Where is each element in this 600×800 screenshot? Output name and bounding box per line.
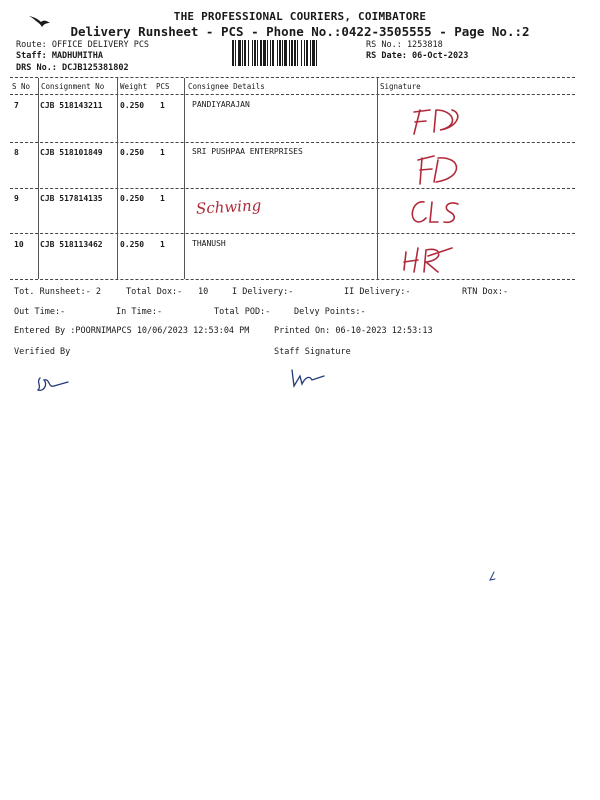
row-weight: 0.250 [120,148,145,157]
total-runsheet: Tot. Runsheet:- 2 [14,287,101,297]
row-consignee: PANDIYARAJAN [192,100,250,109]
column-header-pcs: PCS [156,82,170,91]
row-consignee-handwritten: Schwing [195,196,262,218]
barcode-image [232,40,360,66]
column-header-consignment: Consignment No [41,82,105,91]
row-divider [10,188,575,189]
row-sno: 10 [14,240,24,249]
column-divider [117,78,118,279]
pen-mark [486,570,498,584]
delivery-points: Delvy Points:- [294,307,366,317]
staff-signature-label: Staff Signature [274,347,351,357]
in-time: In Time:- [116,307,163,317]
table-header-border [10,94,575,95]
row-consignment-no: CJB 518113462 [40,240,103,249]
signature-cls [404,196,468,228]
signature-hr [398,242,458,276]
printed-on: Printed On: 06-10-2023 12:53:13 [274,326,433,336]
row-pcs: 1 [160,240,165,249]
ii-delivery: II Delivery:- [344,287,411,297]
row-sno: 8 [14,148,19,157]
row-pcs: 1 [160,194,165,203]
column-header-consignee: Consignee Details [188,82,265,91]
column-divider [38,78,39,279]
total-dox-label: Total Dox:- [126,287,183,297]
row-pcs: 1 [160,148,165,157]
staff-label: Staff: MADHUMITHA [16,51,103,61]
company-name: THE PROFESSIONAL COURIERS, COIMBATORE [173,10,427,23]
staff-signature [288,366,330,390]
row-divider [10,233,575,234]
table-bottom-border [10,279,575,280]
route-label: Route: OFFICE DELIVERY PCS [16,40,150,50]
row-sno: 7 [14,101,19,110]
total-dox-value: 10 [198,287,209,297]
row-consignment-no: CJB 517814135 [40,194,103,203]
drs-number: DRS No.: DCJB125381802 [16,63,129,73]
table-top-border [10,77,575,78]
column-header-sno: S No [12,82,31,91]
total-pod: Total POD:- [214,307,271,317]
row-consignee: SRI PUSHPAA ENTERPRISES [192,147,303,156]
row-consignee: THANUSH [192,239,226,248]
verified-by-label: Verified By [14,347,71,357]
out-time: Out Time:- [14,307,66,317]
runsheet-title: Delivery Runsheet - PCS - Phone No.:0422-3505555 - Page No.:2 [70,24,530,39]
column-header-signature: Signature [380,82,421,91]
row-pcs: 1 [160,101,165,110]
rs-date: RS Date: 06-Oct-2023 [366,51,469,61]
row-sno: 9 [14,194,19,203]
signature-fd [412,152,472,188]
i-delivery: I Delivery:- [232,287,294,297]
signature-fd [408,104,472,138]
row-weight: 0.250 [120,101,145,110]
row-weight: 0.250 [120,194,145,203]
row-consignment-no: CJB 518143211 [40,101,103,110]
column-divider [184,78,185,279]
row-consignment-no: CJB 518101849 [40,148,103,157]
column-divider [377,78,378,279]
row-weight: 0.250 [120,240,145,249]
verifier-signature [34,372,74,394]
column-header-weight: Weight [120,82,148,91]
rtn-dox: RTN Dox:- [462,287,509,297]
entered-by: Entered By :POORNIMAPCS 10/06/2023 12:53:04 PM [14,326,250,336]
rs-number: RS No.: 1253818 [366,40,443,50]
row-divider [10,142,575,143]
